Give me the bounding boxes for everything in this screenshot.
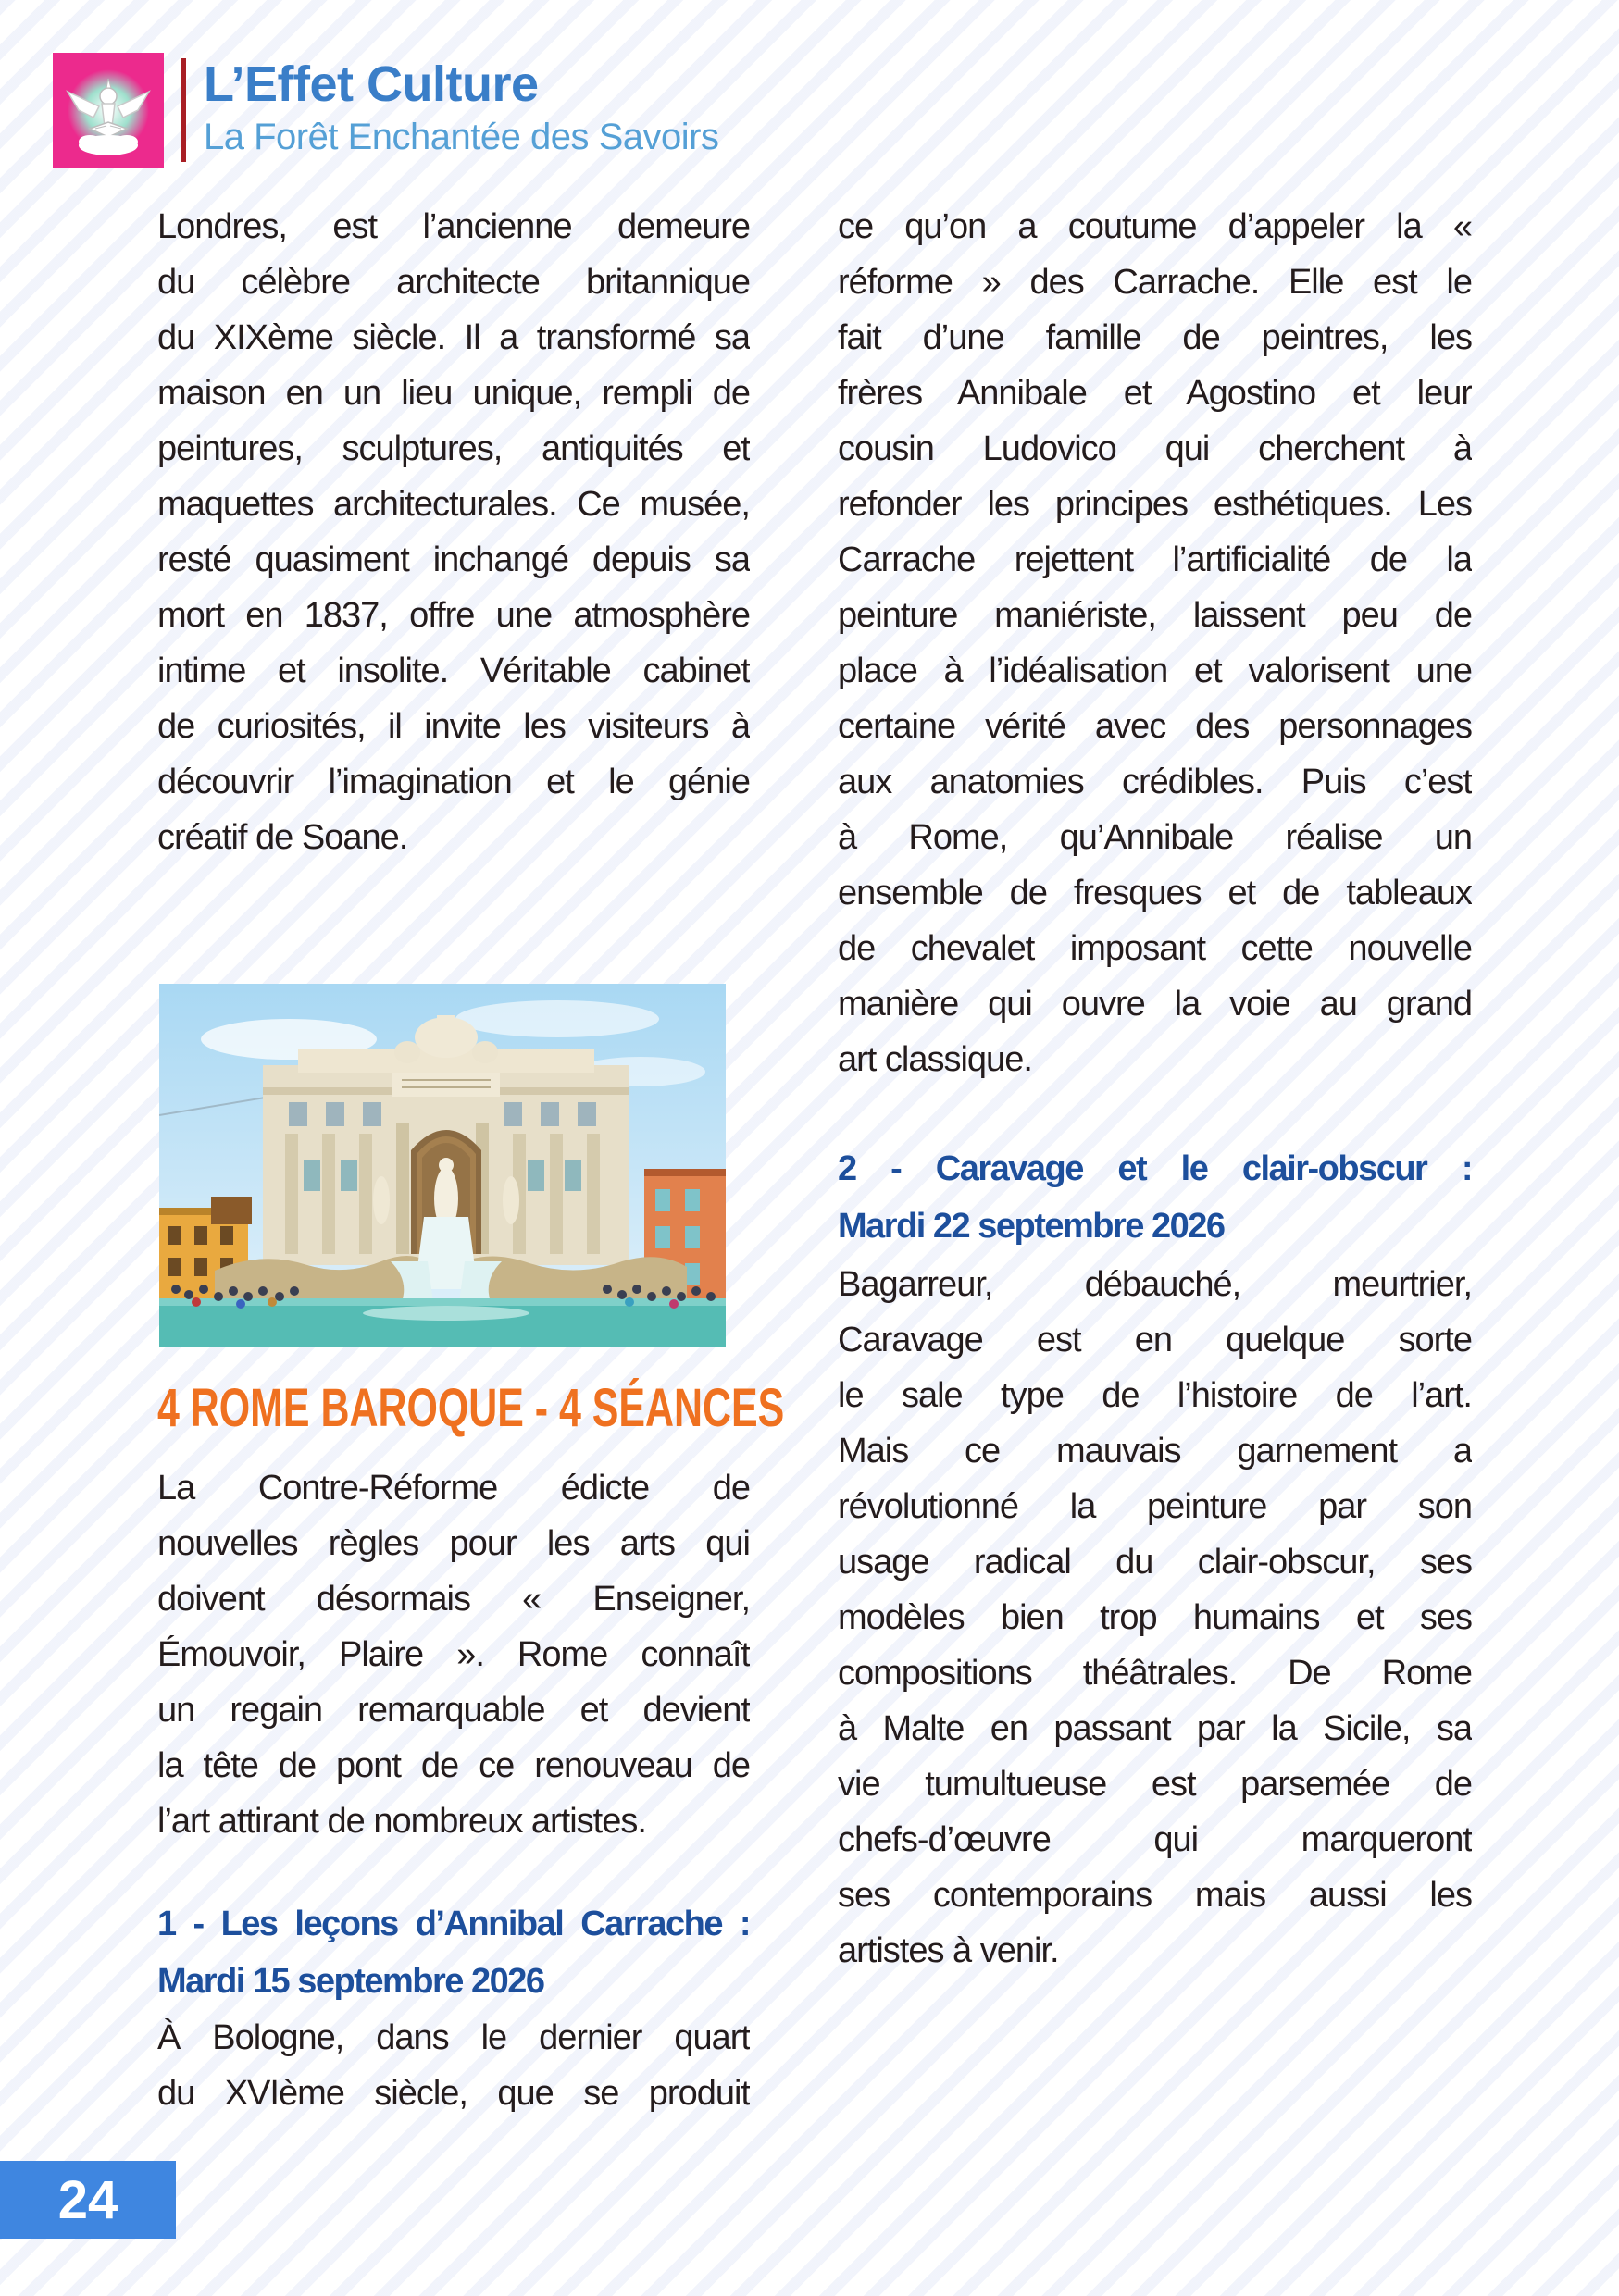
page-subtitle: La Forêt Enchantée des Savoirs: [204, 117, 719, 157]
text-line: refonder les principes esthétiques. Les: [838, 485, 1472, 524]
text-line: art classique.: [838, 1040, 1032, 1079]
text-line: mort en 1837, offre une atmosphère: [157, 596, 750, 635]
text-line: 2 - Caravage et le clair-obscur :: [838, 1149, 1472, 1188]
text-line: maison en un lieu unique, rempli de: [157, 374, 750, 413]
text-line: de chevalet imposant cette nouvelle: [838, 929, 1472, 968]
text-line: Émouvoir, Plaire ». Rome connaît: [157, 1635, 750, 1674]
text-line: du XIXème siècle. Il a transformé sa: [157, 318, 750, 357]
text-line: cousin Ludovico qui cherchent à: [838, 429, 1472, 468]
text-line: 1 - Les leçons d’Annibal Carrache :: [157, 1905, 750, 1943]
text-line: ses contemporains mais aussi les: [838, 1876, 1472, 1915]
paragraph-carrache: [838, 199, 1472, 1087]
header-divider: [181, 58, 186, 162]
trevi-fountain-photo: [159, 984, 726, 1347]
text-line: À Bologne, dans le dernier quart: [157, 2018, 750, 2057]
text-line: La Contre-Réforme édicte de: [157, 1469, 750, 1508]
text-line: intime et insolite. Véritable cabinet: [157, 652, 750, 690]
section-heading-text: 4 ROME BAROQUE - 4 SÉANCES: [157, 1378, 785, 1438]
paragraph-bologne: [157, 2010, 750, 2121]
text-line: usage radical du clair-obscur, ses: [838, 1543, 1472, 1582]
text-line: la tête de pont de ce renouveau de: [157, 1746, 750, 1785]
text-line: Londres, est l’ancienne demeure: [157, 207, 750, 246]
text-line: chefs-d’œuvre qui marqueront: [838, 1820, 1472, 1859]
text-line: aux anatomies crédibles. Puis c’est: [838, 763, 1472, 801]
page-title: L’Effet Culture: [204, 56, 539, 112]
text-line: place à l’idéalisation et valorisent une: [838, 652, 1472, 690]
text-line: peinture maniériste, laissent peu de: [838, 596, 1472, 635]
text-line: Mardi 15 septembre 2026: [157, 1962, 544, 2001]
text-line: manière qui ouvre la voie au grand: [838, 985, 1472, 1024]
text-line: compositions théâtrales. De Rome: [838, 1654, 1472, 1693]
text-line: ensemble de fresques et de tableaux: [838, 874, 1472, 912]
fairy-logo: [53, 53, 164, 168]
text-line: maquettes architecturales. Ce musée,: [157, 485, 750, 524]
text-line: Caravage est en quelque sorte: [838, 1321, 1472, 1359]
text-line: fait d’une famille de peintres, les: [838, 318, 1472, 357]
text-line: vie tumultueuse est parsemée de: [838, 1765, 1472, 1804]
text-line: certaine vérité avec des personnages: [838, 707, 1472, 746]
paragraph-caravage: [838, 1257, 1472, 1979]
text-line: frères Annibale et Agostino et leur: [838, 374, 1472, 413]
text-line: du célèbre architecte britannique: [157, 263, 750, 302]
text-line: de curiosités, il invite les visiteurs à: [157, 707, 750, 746]
text-line: artistes à venir.: [838, 1931, 1059, 1970]
text-line: resté quasiment inchangé depuis sa: [157, 540, 750, 579]
fairy-logo-icon: [53, 53, 164, 168]
page-number-badge: [0, 2161, 176, 2239]
text-line: modèles bien trop humains et ses: [838, 1598, 1472, 1637]
text-line: un regain remarquable et devient: [157, 1691, 750, 1730]
text-line: créatif de Soane.: [157, 818, 408, 857]
text-line: ce qu’on a coutume d’appeler la «: [838, 207, 1472, 246]
text-line: Mardi 22 septembre 2026: [838, 1207, 1225, 1246]
text-line: réforme » des Carrache. Elle est le: [838, 263, 1472, 302]
text-line: doivent désormais « Enseigner,: [157, 1580, 750, 1619]
text-line: Carrache rejettent l’artificialité de la: [838, 540, 1472, 579]
text-line: le sale type de l’histoire de l’art.: [838, 1376, 1472, 1415]
page-number: 24: [57, 2169, 118, 2230]
text-line: l’art attirant de nombreux artistes.: [157, 1802, 646, 1841]
text-line: Mais ce mauvais garnement a: [838, 1432, 1472, 1471]
text-line: peintures, sculptures, antiquités et: [157, 429, 750, 468]
text-line: révolutionné la peinture par son: [838, 1487, 1472, 1526]
text-line: Bagarreur, débauché, meurtrier,: [838, 1265, 1472, 1304]
text-line: nouvelles règles pour les arts qui: [157, 1524, 750, 1563]
text-line: à Rome, qu’Annibale réalise un: [838, 818, 1472, 857]
paragraph-soane-museum: [157, 199, 750, 865]
text-line: à Malte en passant par la Sicile, sa: [838, 1709, 1472, 1748]
text-line: découvrir l’imagination et le génie: [157, 763, 750, 801]
event-1-heading: [157, 1895, 750, 2010]
paragraph-contre-reforme: [157, 1460, 750, 1849]
text-line: du XVIème siècle, que se produit: [157, 2074, 750, 2113]
event-2-heading: [838, 1140, 1472, 1255]
